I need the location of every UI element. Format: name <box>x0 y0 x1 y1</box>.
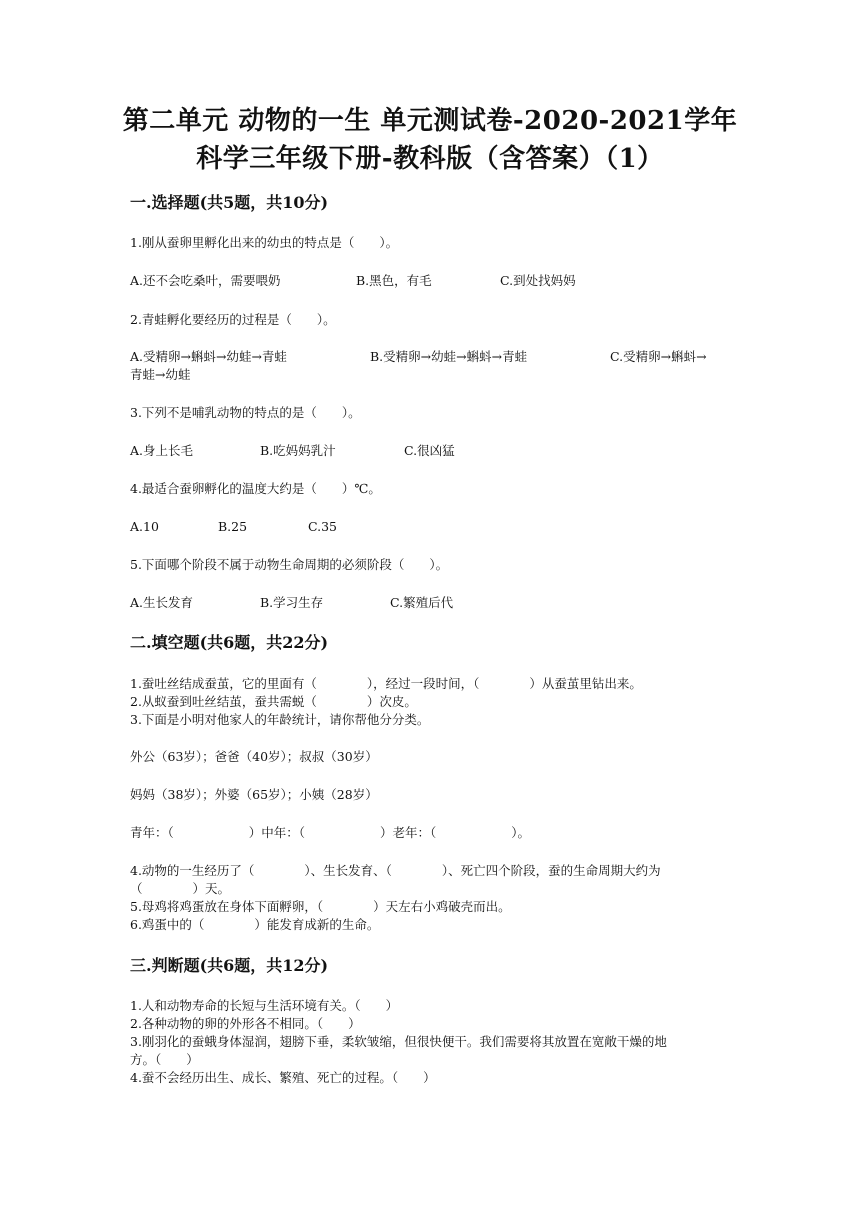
section-heading-fill-in: 二.填空题(共6题，共22分) <box>130 633 329 652</box>
choice-q4-option-b: B.25 <box>218 519 248 534</box>
fill-q3-ages-row2: 妈妈（38岁）；外婆（65岁）；小姨（28岁） <box>130 787 378 802</box>
fill-question-4: 4.动物的一生经历了（ ）、生长发育、（ ）、死亡四个阶段，蚕的生命周期大约为 <box>130 863 661 878</box>
choice-q3-option-a: A.身上长毛 <box>130 443 194 458</box>
choice-q1-option-c: C.到处找妈妈 <box>500 273 576 288</box>
choice-q2-option-a: A.受精卵→蝌蚪→幼蛙→青蛙 <box>130 349 287 364</box>
choice-q3-option-b: B.吃妈妈乳汁 <box>260 443 336 458</box>
choice-q4-option-c: C.35 <box>308 519 337 534</box>
judge-question-2: 2.各种动物的卵的外形各不相同。（ ） <box>130 1016 361 1031</box>
fill-question-1: 1.蚕吐丝结成蚕茧，它的里面有（ ），经过一段时间，（ ）从蚕茧里钻出来。 <box>130 676 642 691</box>
judge-question-4: 4.蚕不会经历出生、成长、繁殖、死亡的过程。（ ） <box>130 1070 436 1085</box>
fill-question-4-continued: （ ）天。 <box>130 881 231 896</box>
judge-question-3-continued: 方。（ ） <box>130 1052 199 1067</box>
choice-q2-option-c-continued: 青蛙→幼蛙 <box>130 367 191 382</box>
fill-question-2: 2.从蚁蚕到吐丝结茧，蚕共需蜕（ ）次皮。 <box>130 694 417 709</box>
choice-question-4: 4.最适合蚕卵孵化的温度大约是（ ）℃。 <box>130 481 381 496</box>
choice-q2-option-b: B.受精卵→幼蛙→蝌蚪→青蛙 <box>370 349 528 364</box>
choice-q5-option-a: A.生长发育 <box>130 595 194 610</box>
choice-q4-option-a: A.10 <box>130 519 159 534</box>
choice-question-2: 2.青蛙孵化要经历的过程是（ ）。 <box>130 312 336 327</box>
choice-q5-option-b: B.学习生存 <box>260 595 324 610</box>
choice-question-5: 5.下面哪个阶段不属于动物生命周期的必须阶段（ ）。 <box>130 557 449 572</box>
fill-question-6: 6.鸡蛋中的（ ）能发育成新的生命。 <box>130 917 380 932</box>
document-title-line1: 第二单元 动物的一生 单元测试卷-2020-2021学年 <box>122 106 738 136</box>
choice-q3-option-c: C.很凶猛 <box>404 443 455 458</box>
section-heading-true-false: 三.判断题(共6题，共12分) <box>130 956 329 975</box>
fill-q3-answer-row: 青年：（ ）中年：（ ）老年：（ ）。 <box>130 825 531 840</box>
section-heading-choice: 一.选择题(共5题，共10分) <box>130 193 329 212</box>
judge-question-3: 3.刚羽化的蚕蛾身体湿润，翅膀下垂，柔软皱缩，但很快便干。我们需要将其放置在宽敞干燥的地 <box>130 1034 667 1049</box>
choice-q2-option-c: C.受精卵→蝌蚪→ <box>610 349 707 364</box>
fill-q3-ages-row1: 外公（63岁）；爸爸（40岁）；叔叔（30岁） <box>130 749 378 764</box>
fill-question-5: 5.母鸡将鸡蛋放在身体下面孵卵，（ ）天左右小鸡破壳而出。 <box>130 899 511 914</box>
choice-q1-option-a: A.还不会吃桑叶，需要喂奶 <box>130 273 281 288</box>
document-title-line2: 科学三年级下册-教科版（含答案）（1） <box>196 144 664 174</box>
judge-question-1: 1.人和动物寿命的长短与生活环境有关。（ ） <box>130 998 399 1013</box>
choice-q5-option-c: C.繁殖后代 <box>390 595 454 610</box>
choice-question-3: 3.下列不是哺乳动物的特点的是（ ）。 <box>130 405 361 420</box>
fill-question-3: 3.下面是小明对他家人的年龄统计，请你帮他分分类。 <box>130 712 430 727</box>
choice-question-1: 1.刚从蚕卵里孵化出来的幼虫的特点是（ ）。 <box>130 235 399 250</box>
choice-q1-option-b: B.黑色，有毛 <box>356 273 432 288</box>
